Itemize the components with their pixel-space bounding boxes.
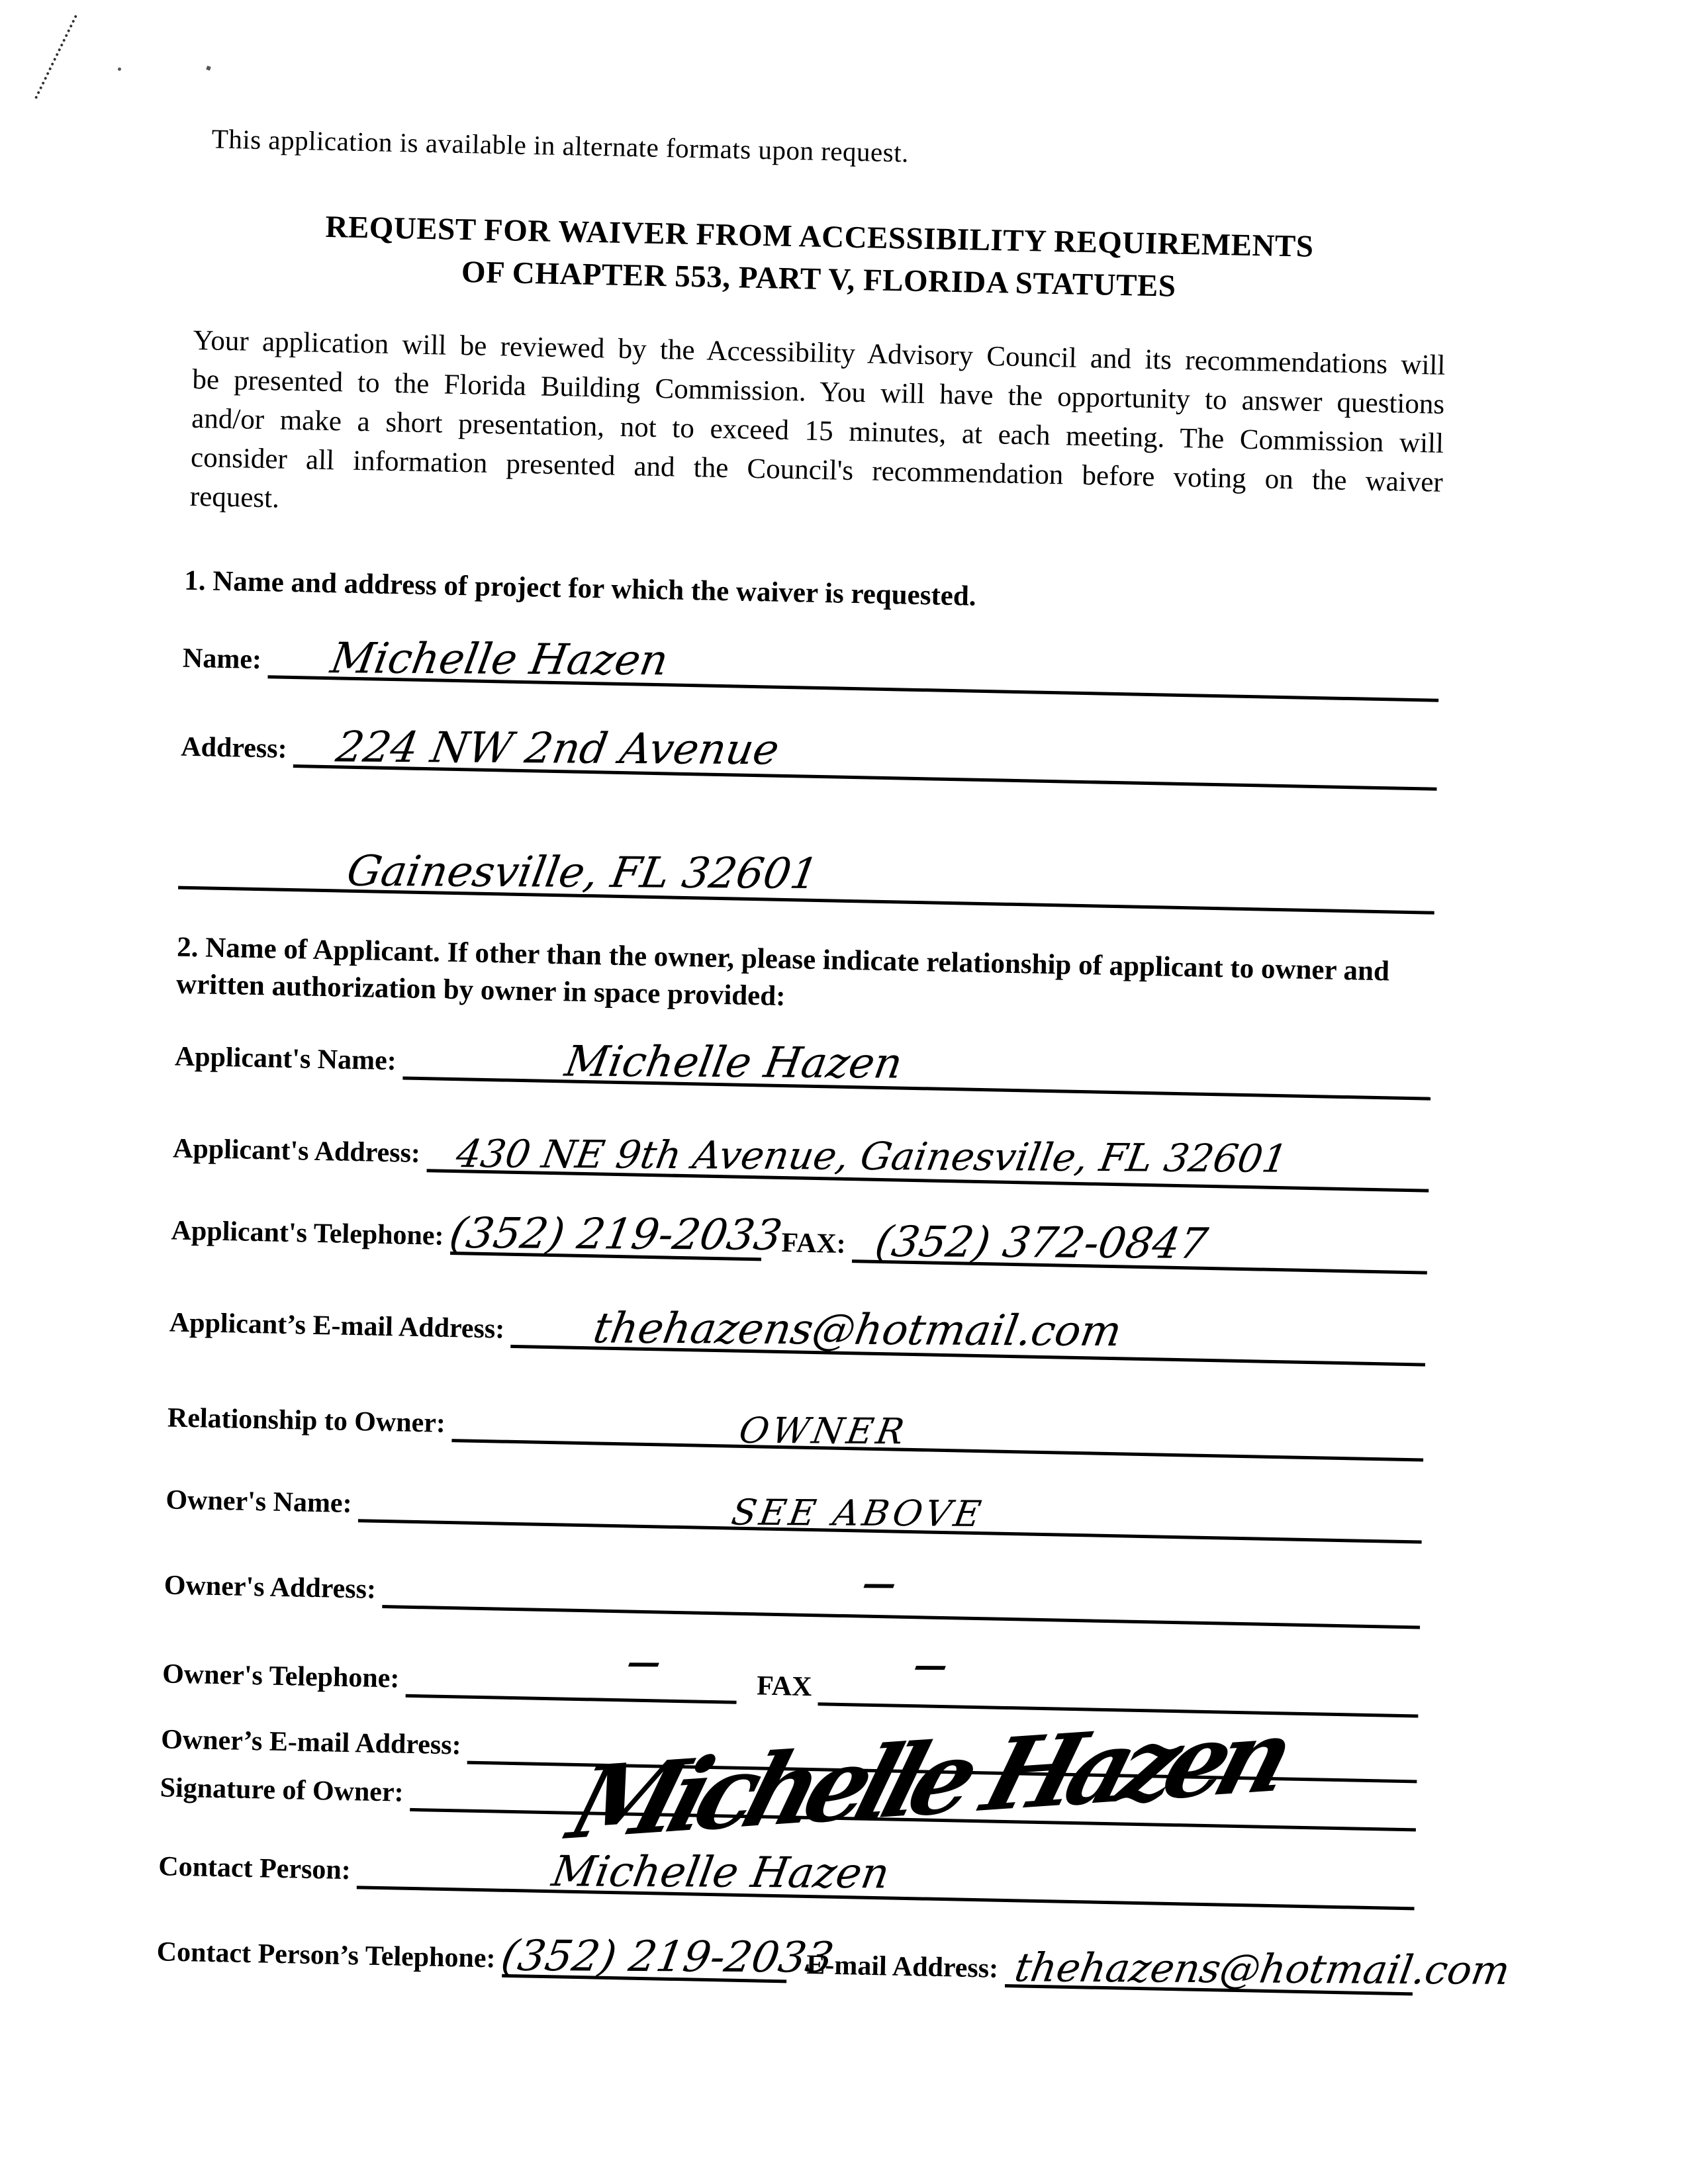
applicant-email-handwritten-value: thehazens@hotmail.com	[590, 1304, 1125, 1357]
form-title	[190, 203, 1448, 313]
field-row-project-address2	[178, 846, 1435, 915]
owner-fax-handwritten-dash: —	[911, 1645, 951, 1685]
field-row-applicant-telephone	[171, 1210, 1428, 1275]
field-row-relationship-to-owner	[167, 1397, 1424, 1461]
contact-email-handwritten-value: thehazens@hotmail.com	[1011, 1944, 1513, 1994]
applicant-email-line	[511, 1304, 1426, 1367]
applicant-telephone-line	[445, 1209, 786, 1261]
field-row-contact-person	[158, 1846, 1415, 1910]
field-row-applicant-address	[173, 1128, 1430, 1193]
intro-paragraph: Your application will be reviewed by the Accessibility Advisory Council and its recommendations will be presented to the Florida Building Commission. You will have the opportunity to answer questions and/or make a short presentation, not to exceed 15 minutes, at each meeting. The Commission will consider all information presented and the Council's recommendation before voting on the waiver request.	[189, 324, 1446, 514]
relationship-to-owner-line	[451, 1403, 1424, 1461]
applicant-name-line	[402, 1037, 1431, 1100]
owner-telephone-label: Owner's Telephone:	[162, 1659, 400, 1694]
owner-address-label: Owner's Address:	[164, 1570, 377, 1605]
owner-signature-scrawl: Michelle Hazen	[558, 1696, 1297, 1862]
applicant-fax-line	[852, 1217, 1428, 1274]
contact-email-label: E-mail Address:	[806, 1949, 999, 1984]
field-row-owner-address	[164, 1565, 1421, 1629]
owner-telephone-line	[406, 1642, 737, 1704]
applicant-telephone-handwritten-value: (352) 219-2033	[445, 1209, 786, 1260]
contact-person-label: Contact Person:	[158, 1851, 352, 1886]
project-address-line1	[293, 723, 1438, 791]
owner-name-handwritten-value: SEE ABOVE	[728, 1491, 988, 1535]
project-name-label: Name:	[182, 643, 262, 676]
applicant-fax-label: FAX:	[780, 1228, 847, 1259]
form-title-line1: REQUEST FOR WAIVER FROM ACCESSIBILITY REQUIREMENTS	[325, 209, 1314, 264]
contact-person-handwritten-value: Michelle Hazen	[549, 1847, 894, 1899]
owner-email-line	[467, 1696, 1417, 1862]
owner-telephone-handwritten-dash: —	[624, 1642, 665, 1682]
section1-heading: 1. Name and address of project for which the waiver is requested.	[183, 565, 977, 612]
contact-telephone-label: Contact Person’s Telephone:	[156, 1936, 496, 1974]
applicant-address-label: Applicant's Address:	[172, 1133, 421, 1169]
field-row-project-name	[182, 634, 1439, 702]
relationship-handwritten-value: OWNER	[736, 1409, 911, 1453]
applicant-address-line	[426, 1133, 1429, 1192]
project-name-handwritten-value: Michelle Hazen	[327, 634, 672, 686]
contact-telephone-handwritten-value: (352) 219-2033	[497, 1931, 837, 1983]
contact-telephone-line	[497, 1931, 837, 1983]
alternate-formats-notice: This application is available in alternate formats upon request.	[211, 123, 910, 168]
section2-heading: 2. Name of Applicant. If other than the owner, please indicate relationship of applicant to owner and written authorization by owner in space provided:	[175, 931, 1390, 1013]
project-address-line2	[178, 846, 1435, 915]
field-row-owner-name	[165, 1479, 1423, 1543]
project-address-handwritten-line1: 224 NW 2nd Avenue	[332, 723, 783, 775]
signature-of-owner-label: Signature of Owner:	[160, 1772, 404, 1808]
owner-email-label: Owner’s E-mail Address:	[160, 1724, 462, 1761]
applicant-email-label: Applicant’s E-mail Address:	[169, 1307, 505, 1345]
contact-email-line	[1005, 1944, 1513, 1995]
relationship-to-owner-label: Relationship to Owner:	[167, 1402, 446, 1439]
field-row-project-address	[180, 723, 1438, 791]
form-title-line2: OF CHAPTER 553, PART V, FLORIDA STATUTES	[461, 255, 1176, 304]
applicant-fax-handwritten-value: (352) 372-0847	[871, 1217, 1211, 1269]
project-address-label: Address:	[180, 731, 288, 764]
field-row-applicant-email	[169, 1302, 1426, 1366]
owner-name-label: Owner's Name:	[165, 1484, 353, 1520]
owner-fax-label: FAX	[756, 1670, 812, 1703]
applicant-name-handwritten-value: Michelle Hazen	[561, 1037, 906, 1089]
field-row-applicant-name	[174, 1036, 1431, 1101]
owner-address-handwritten-dash: —	[859, 1563, 900, 1603]
owner-name-line	[358, 1483, 1423, 1543]
project-name-line	[267, 634, 1439, 702]
field-row-contact-telephone-email	[156, 1931, 1513, 1995]
applicant-address-handwritten-value: 430 NE 9th Avenue, Gainesville, FL 32601	[453, 1131, 1291, 1181]
applicant-name-label: Applicant's Name:	[174, 1041, 397, 1077]
project-address-handwritten-line2: Gainesville, FL 32601	[343, 846, 822, 899]
applicant-telephone-label: Applicant's Telephone:	[171, 1215, 445, 1251]
contact-person-line	[357, 1847, 1415, 1910]
owner-address-line	[382, 1563, 1421, 1629]
